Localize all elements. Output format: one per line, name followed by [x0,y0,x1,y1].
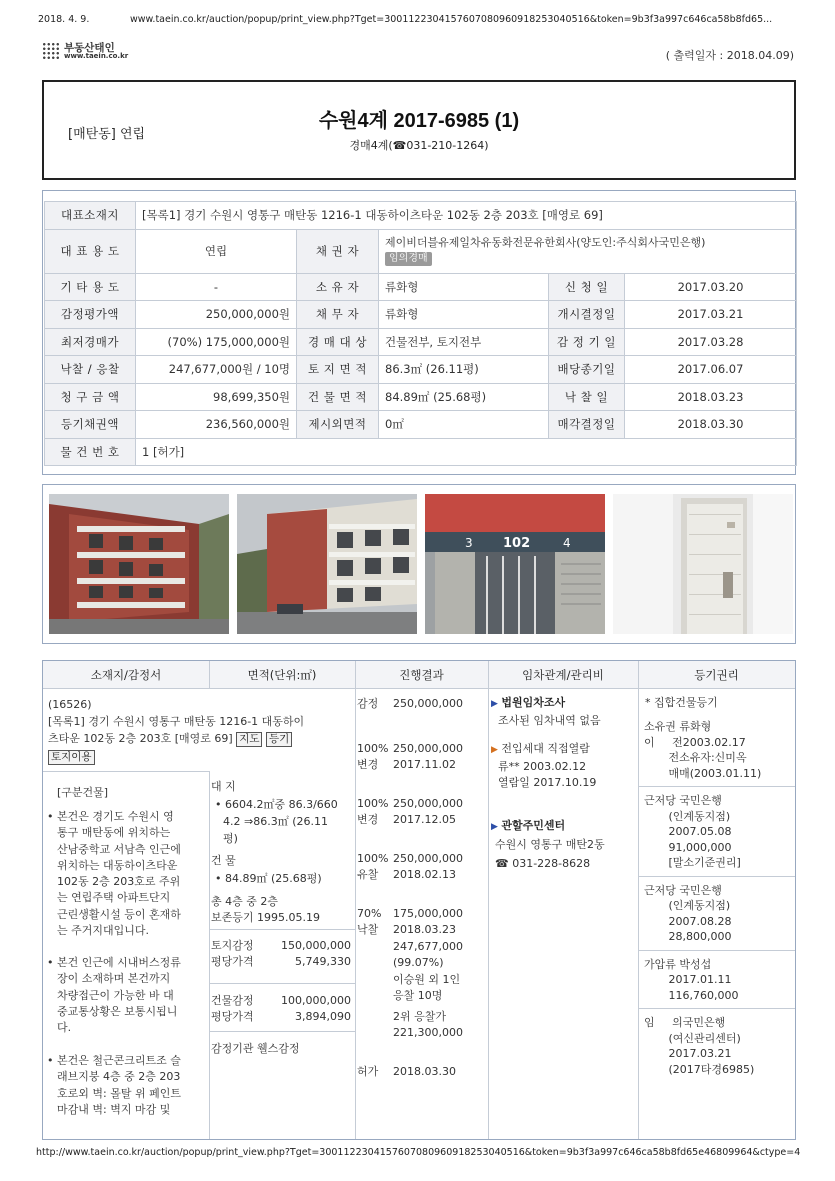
divider [209,771,210,1139]
appraisal-note [47,809,207,939]
appraiser: 감정기관 웰스감정 [211,1042,300,1055]
rights-heading: * 집합건물등기 [645,696,718,709]
info-value: (70%) 175,000,000원 [136,328,297,356]
progress-row [357,867,456,882]
divider [638,1008,795,1009]
community-center-phone: ☎ 031-228-8628 [495,857,591,870]
col-header-area: 면적(단위:㎡) [209,661,355,689]
registry-right-line: (인계동지점) [644,899,731,912]
case-info-table [44,201,797,466]
registry-right-line: 2007.08.28 [644,914,732,928]
info-label: 신 청 일 [549,273,625,301]
registry-right-entry [638,1011,795,1081]
logo-grid-icon [42,42,60,60]
appraisal-note [47,1053,207,1118]
progress-row [357,757,456,772]
appraisal-note-line: 중교통상황은 보통시됩니 [57,1004,178,1018]
info-label: 감정평가액 [45,301,136,329]
registry-right-line: 근저당 국민은행 [644,794,722,807]
registry-right-line: 2017.03.21 [644,1047,732,1060]
info-value: 2017.06.07 [625,356,797,384]
item-no-label: 물 건 번 호 [45,438,136,466]
registry-right-entry [638,879,795,949]
progress-row [357,741,463,756]
svg-text:4: 4 [563,536,571,550]
progress-status: 100% [357,851,389,865]
progress-row [357,696,463,711]
divider [209,661,210,689]
appraisal-note-line: 본건은 경기도 수원시 영 [57,810,174,823]
info-value: 247,677,000원 / 10명 [136,356,297,384]
bullet-dot: • [47,1054,54,1067]
land-unit-price-value: 5,749,330 [295,955,351,968]
registry-right-line: 가압류 박성섭 [644,957,712,971]
registry-right-line: 2017.01.11 [644,973,732,986]
case-number: 수원4계 2017-6985 (1) [318,110,520,132]
progress-value: 이승원 외 1인 [393,972,461,986]
info-label: 건 물 면 적 [297,383,379,411]
appraisal-note [47,955,207,1036]
info-label: 낙찰 / 응찰 [45,356,136,384]
registry-right-line: (여신관리센터) [644,1031,741,1045]
col-header-rights: 등기권리 [638,661,795,689]
print-header [38,14,815,25]
print-header-url: www.taein.co.kr/auction/popup/print_view.php?Tget=3001122304157607080960918253040516&token=9b3f3a997c646ca58b8fd65... [130,14,773,25]
info-value: 84.89㎡ (25.68평) [379,383,549,411]
taein-logo [42,40,142,62]
info-label: 기 타 용 도 [45,273,136,301]
location-address-1: [목록1] 경기 수원시 영통구 매탄동 1216-1 대동하이 [48,715,305,728]
progress-status: 70% [357,906,382,920]
progress-row [357,939,463,954]
print-header-date: 2018. 4. 9. [38,14,90,25]
appraisal-note-line: 본건은 철근콘크리트조 슬 [57,1054,181,1067]
logo-brand: 부동산태인 [64,42,115,54]
progress-value: 2018.03.23 [393,923,456,936]
progress-row [357,922,456,937]
progress-status: 변경 [357,813,379,826]
building-appraisal-value: 100,000,000 [281,994,351,1007]
appraisal-note-line: 호로외 벽: 몰탈 위 페인트 [57,1086,181,1100]
progress-row [357,1009,446,1024]
appraisal-note-line: 는 주거지대입니다. [57,924,150,938]
info-value: 류화형 [379,301,549,329]
info-label: 청 구 금 액 [45,383,136,411]
unit-door-photo[interactable] [613,494,793,634]
info-label: 최저경매가 [45,328,136,356]
appraisal-note-line: 장이 소재하며 본건까지 [57,972,171,986]
progress-value: 2위 응찰가 [393,1009,446,1023]
col-header-location: 소재지/감정서 [43,661,209,689]
info-label: 대 표 용 도 [45,229,136,273]
svg-text:102: 102 [503,536,531,551]
progress-value: 2018.03.30 [393,1064,456,1078]
property-category: [매탄동] 연립 [68,127,146,142]
appraisal-note-line: 위치하는 대동하이츠타운 [57,858,178,872]
triangle-right-icon: ▶ [491,822,498,832]
appraisal-note-line: 통구 매탄동에 위치하는 [57,826,171,840]
progress-value: 250,000,000 [393,697,463,710]
address-label: 대표소재지 [45,202,136,230]
info-value: 98,699,350원 [136,383,297,411]
land-use-row [48,749,95,765]
triangle-right-icon: ▶ [491,745,498,755]
building-label: 건 물 [211,854,236,867]
creditor-value: 제이비더블유제일차유동화전문유한회사(양도인:주식회사국민은행) [385,236,706,249]
col-header-progress: 진행결과 [355,661,488,689]
info-value: 건물전부, 토지전부 [379,328,549,356]
registry-right-line: 전소유자:신미옥 [644,751,747,764]
auction-type-badge: 임의경매 [385,252,432,266]
info-label: 경 매 대 상 [297,328,379,356]
community-center-name: 수원시 영통구 매탄2동 [495,838,605,851]
registry-right-line: 이 전2003.02.17 [644,735,746,749]
building-appraisal-label: 건물감정 [211,994,254,1007]
zip-code: (16526) [48,698,92,711]
progress-value: 250,000,000 [393,796,463,810]
registry-right-line: 소유권 류화형 [644,720,712,733]
progress-row [357,906,463,921]
appraisal-note-line: 산남중학교 서남측 인근에 [57,842,181,856]
svg-text:3: 3 [465,536,473,550]
progress-row [357,955,444,970]
progress-value: 250,000,000 [393,851,463,865]
progress-status: 100% [357,741,389,755]
registry-right-line: 근저당 국민은행 [644,883,722,897]
progress-row [357,796,463,811]
info-value: 0㎡ [379,411,549,439]
registry-right-line: (인계동지점) [644,809,731,823]
info-value: 류화형 [379,273,549,301]
info-value: 2017.03.28 [625,328,797,356]
community-center-row [491,818,565,835]
info-label: 소 유 자 [297,273,379,301]
court-survey-text: 조사된 임차내역 없음 [498,714,601,727]
print-date: ( 출력일자 : 2018.04.09) [665,49,794,62]
case-info-panel [42,190,796,475]
info-value: 2018.03.30 [625,411,797,439]
divider [488,661,489,1139]
info-label: 채 권 자 [297,229,379,273]
progress-row [357,851,463,866]
detail-table [42,660,796,1140]
land-area-2: 4.2 ⇒86.3㎡ (26.11 [223,815,328,828]
building-type-section: [구분건물] [57,786,109,799]
info-value: 2017.03.21 [625,301,797,329]
land-unit-price-label: 평당가격 [211,955,254,968]
progress-value: 응찰 10명 [393,989,443,1002]
progress-value: 250,000,000 [393,741,463,755]
info-value: 236,560,000원 [136,411,297,439]
progress-status: 변경 [357,758,379,771]
progress-value: 247,677,000 [393,939,463,953]
divider [43,771,209,772]
info-label: 채 무 자 [297,301,379,329]
land-label: 대 지 [211,780,236,793]
building-unit-price-label: 평당가격 [211,1010,254,1023]
appraisal-note-line: 102동 2층 203호로 주위 [57,875,181,889]
progress-status: 감정 [357,697,379,710]
location-address-2: 츠타운 102동 2층 203호 [매영로 69] [48,732,233,745]
sale-date-link[interactable]: 2018.03.23 [625,383,797,411]
info-label: 감 정 기 일 [549,328,625,356]
info-label: 매각결정일 [549,411,625,439]
info-value: 연립 [136,229,297,273]
resident-viewed-date: 열람일 2017.10.19 [498,776,597,789]
registry-right-line: 매매(2003.01.11) [644,766,762,780]
triangle-right-icon: ▶ [491,699,498,709]
resident-entry: 류** 2003.02.12 [498,760,587,773]
divider [638,786,795,787]
appraisal-note-line: 근린생활시설 등이 혼재하 [57,907,181,921]
building-exterior-photo-1[interactable] [49,494,229,634]
progress-value: 175,000,000 [393,906,463,920]
appraisal-note-line: 본건 인근에 시내버스정류 [57,956,181,969]
info-label: 제시외면적 [297,411,379,439]
registry-right-line: 91,000,000 [644,840,732,854]
info-label: 등기채권액 [45,411,136,439]
progress-row [357,972,460,987]
appraisal-note-line: 다. [57,1021,72,1035]
land-area-3: 평) [223,832,238,845]
court-survey-row [491,695,565,712]
divider [638,950,795,951]
footer-url: http://www.taein.co.kr/auction/popup/print_view.php?Tget=3001122304157607080960918253040516&token=9b3f3a997c646ca58b8fd65e46809964&ctype=4 [36,1147,801,1158]
registry-right-line: [말소기준권리] [644,856,741,869]
registry-right-line: (2017타경6985) [644,1062,755,1076]
progress-value: 2017.12.05 [393,813,456,826]
info-label: 낙 찰 일 [549,383,625,411]
info-label: 토 지 면 적 [297,356,379,384]
registry-right-line: 임 의국민은행 [644,1016,726,1029]
progress-value: 221,300,000 [393,1026,463,1039]
info-value: 250,000,000원 [136,301,297,329]
divider [209,983,355,984]
building-entrance-photo[interactable] [425,494,605,634]
progress-status: 낙찰 [357,923,379,936]
col-header-tenant: 임차관계/관리비 [488,661,638,689]
bullet-dot: • [47,956,54,969]
community-center-title: 관할주민센터 [501,819,566,832]
progress-status: 허가 [357,1064,379,1078]
progress-row [357,1025,463,1040]
appraisal-note-line: 마감내 벽: 벽지 마감 및 [57,1102,171,1116]
info-label: 배당종기일 [549,356,625,384]
progress-value: 2018.02.13 [393,868,456,881]
registry-right-entry [638,953,795,1008]
court-survey-title: 법원임차조사 [501,696,566,709]
info-label: 개시결정일 [549,301,625,329]
court-phone: 경매4계(☎031-210-1264) [349,139,489,152]
land-appraisal-value: 150,000,000 [281,939,351,952]
progress-value: 2017.11.02 [393,758,456,771]
progress-row [357,988,442,1003]
registry-right-line: 116,760,000 [644,988,739,1002]
registry-right-entry [638,715,795,785]
land-appraisal-label: 토지감정 [211,939,254,952]
progress-status: 유찰 [357,868,379,881]
divider [638,876,795,877]
appraisal-note-line: 는 연립주택 아파트단지 [57,891,171,905]
resident-title[interactable]: 전입세대 직접열람 [501,742,590,755]
building-exterior-photo-2[interactable] [237,494,417,634]
land-area-1: • 6604.2㎡중 86.3/660 [215,798,338,811]
item-no-value: 1 [허가] [136,438,797,466]
creditor-cell [379,229,797,273]
resident-row [491,741,590,758]
divider [355,661,356,1139]
building-unit-price-value: 3,894,090 [295,1010,351,1023]
case-title-box [42,80,796,180]
floor-info: 총 4층 중 2층 [211,895,278,908]
progress-row [357,1064,456,1079]
info-value: 2017.03.20 [625,273,797,301]
map-button[interactable]: 지도 [236,732,262,747]
preservation-registry: 보존등기 1995.05.19 [211,911,320,924]
divider [209,929,355,930]
photo-strip [42,484,796,644]
info-value: - [136,273,297,301]
appraisal-note-line: 래브지붕 4층 중 2층 203 [57,1070,181,1084]
progress-status: 100% [357,796,389,810]
bullet-dot: • [47,810,54,823]
progress-value: (99.07%) [393,956,444,969]
divider [209,1031,355,1032]
land-use-button[interactable]: 토지이용 [48,750,95,765]
info-value: 86.3㎡ (26.11평) [379,356,549,384]
registry-right-entry [638,789,795,875]
address-value: [목록1] 경기 수원시 영통구 매탄동 1216-1 대동하이츠타운 102동 2층 203호 [매영로 69] [136,202,797,230]
progress-row [357,812,456,827]
registry-button[interactable]: 등기 [266,732,292,747]
registry-right-line: 28,800,000 [644,930,732,943]
registry-right-line: 2007.05.08 [644,825,732,838]
building-area: • 84.89㎡ (25.68평) [215,872,322,885]
location-address-2-row [48,731,292,747]
appraisal-note-line: 차량접근이 가능한 바 대 [57,988,174,1002]
logo-site: www.taein.co.kr [64,52,129,60]
